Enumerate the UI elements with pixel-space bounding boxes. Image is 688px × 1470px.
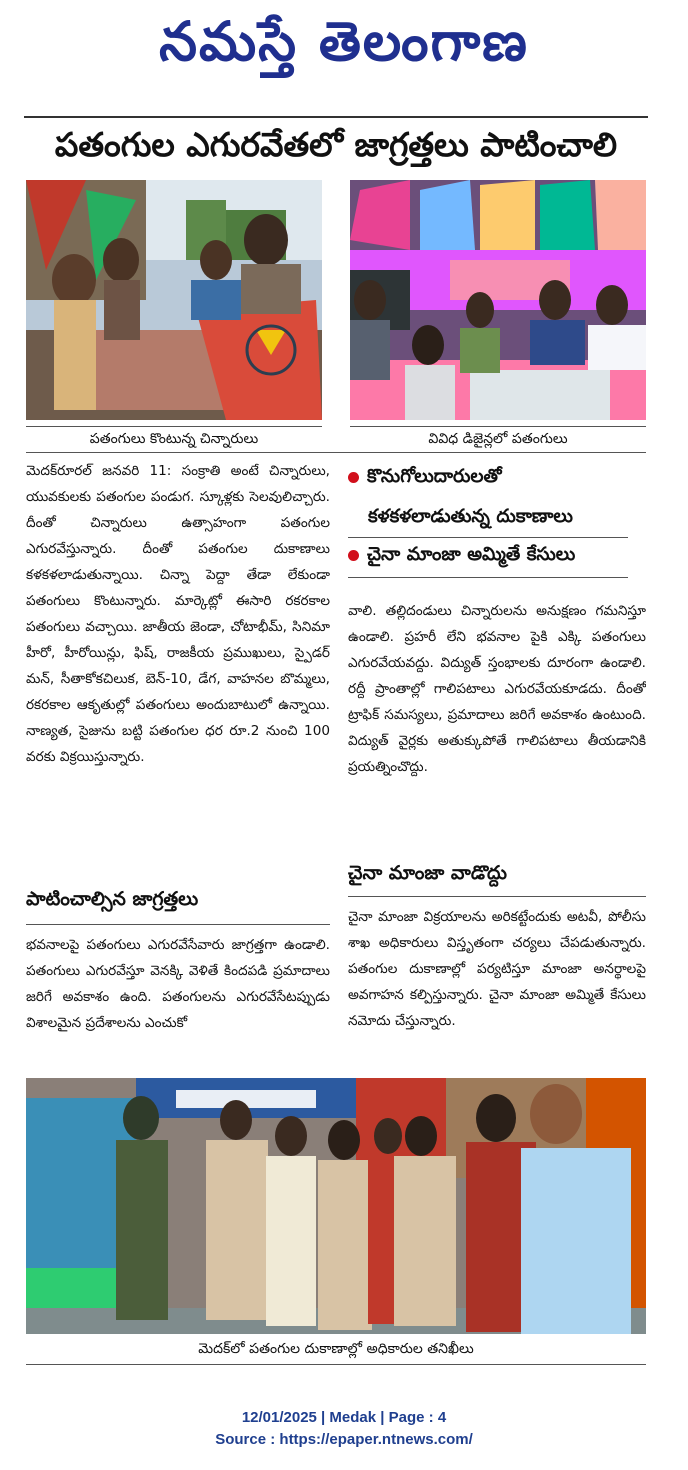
left-subhead-rule [26,924,330,925]
right-body2-paragraph: చైనా మాంజా విక్రయాలను అరికట్టేందుకు అటవీ, పోలీసు శాఖ అధికారులు విస్తృతంగా చర్యలు చేపడుతున్నారు. పతంగుల దుకాణాల్లో పర్యటిస్తూ మాంజా అనర్థాలపై అవగాహన కల్పిస్తున్నారు. చైనా మాంజా అమ్మితే కేసులు నమోదు చేస్తున్నారు. [348,909,646,1029]
photo-children-buying-kites [26,180,322,420]
top-rule [24,116,648,118]
footer-source-line: Source : https://epaper.ntnews.com/ [215,1431,473,1448]
newspaper-logo: నమస్తే తెలంగాణ [159,10,529,73]
caption-bottom-rule [26,452,646,453]
masthead [0,0,688,90]
bullet-1-cont: కళకళలాడుతున్న దుకాణాలు [368,506,573,527]
right-subhead-rule [348,896,646,897]
caption-bottom: మెదక్‌లో పతంగుల దుకాణాల్లో అధికారుల తనిఖీలు [198,1341,474,1357]
bullet-bottom-rule [348,577,628,578]
bullet-divider [348,537,628,538]
article-headline: పతంగుల ఎగురవేతలో జాగ్రత్తలు పాటించాలి [54,125,618,164]
left-column-body [26,458,330,878]
right-column-body [348,598,646,848]
right-subhead: చైనా మాంజా వాడొద్దు [348,862,507,884]
caption-right: వివిధ డిజైన్లలో పతంగులు [428,431,568,447]
photo-kite-designs [350,180,646,420]
right-column-body2 [348,904,646,1064]
right-body-paragraph: వాలి. తల్లిదండులు చిన్నారులను అనుక్షణం గమనిస్తూ ఉండాలి. ప్రహరీ లేని భవనాల పైకి ఎక్కి పతంగులు ఎగురవేయవద్దు. విద్యుత్ స్తంభాలకు దూరంగా ఉండాలి. రద్దీ ప్రాంతాల్లో గాలిపటాలు ఎగురవేయకూడదు. దీంతో ట్రాఫిక్ సమస్యలు, ప్రమాదాలు జరిగే అవకాశం ఉంటుంది. విద్యుత్ వైర్లకు అతుక్కుపోతే గాలిపటాలు తీయడానికి ప్రయత్నించొద్దు. [348,603,646,775]
left-body2-paragraph: భవనాలపై పతంగులు ఎగురవేసేవారు జాగ్రత్తగా ఉండాలి. పతంగులు ఎగురవేస్తూ వెనక్కి వెళితే కిందపడి ప్రమాదాలు జరిగే అవకాశం ఉంది. పతంగులను ఎగురవేసేటప్పుడు విశాలమైన ప్రదేశాలను ఎంచుకో [26,937,330,1031]
bullet-dot-icon [348,472,359,483]
left-body-paragraph: మెదక్‌రూరల్ జనవరి 11: సంక్రాతి అంటే చిన్నారులు, యువకులకు పతంగుల పండుగ. స్కూళ్లకు సెలవులిచ్చారు. దీంతో చిన్నారులు ఉత్సాహంగా పతంగుల ఎగురవేస్తున్నారు. దీంతో పతంగుల దుకాణాలు కళకళలాడుతున్నాయి. చిన్నా పెద్దా తేడా లేకుండా పతంగులు కొంటున్నారు. మార్కెట్లో ఈసారి రకరకాల పతంగులు వచ్చాయి. జాతీయ జెండా, చోటాభీమ్, సినిమా హీరో, హీరోయిన్లు, ఫిష్, రాజకీయ ప్రముఖులు, స్పైడర్ మన్, సీతాకోకచిలుక, బెన్-10, డేగ, వాహనల బొమ్మలు, రకరకాల ఆకృతుల్లో పతంగులు అందుబాటులో ఉన్నాయి. నాణ్యత, సైజును బట్టి పతంగుల ధర రూ.2 నుంచి 100 వరకు విక్రయిస్తున్నారు. [26,463,330,765]
left-column-body2 [26,932,330,1064]
bottom-rule [26,1364,646,1365]
left-subhead: పాటించాల్సిన జాగ్రత్తలు [26,888,199,910]
bullet-1: కొనుగోలుదారులతో [348,464,648,490]
footer-date-line: 12/01/2025 | Medak | Page : 4 [241,1409,447,1426]
photo-officials-inspection [26,1078,646,1334]
caption-left: పతంగులు కొంటున్న చిన్నారులు [89,431,259,447]
bullet-2: చైనా మాంజా అమ్మితే కేసులు [348,542,648,568]
caption-rule-right [350,426,646,427]
bullet-dot-icon [348,550,359,561]
caption-rule-left [26,426,322,427]
